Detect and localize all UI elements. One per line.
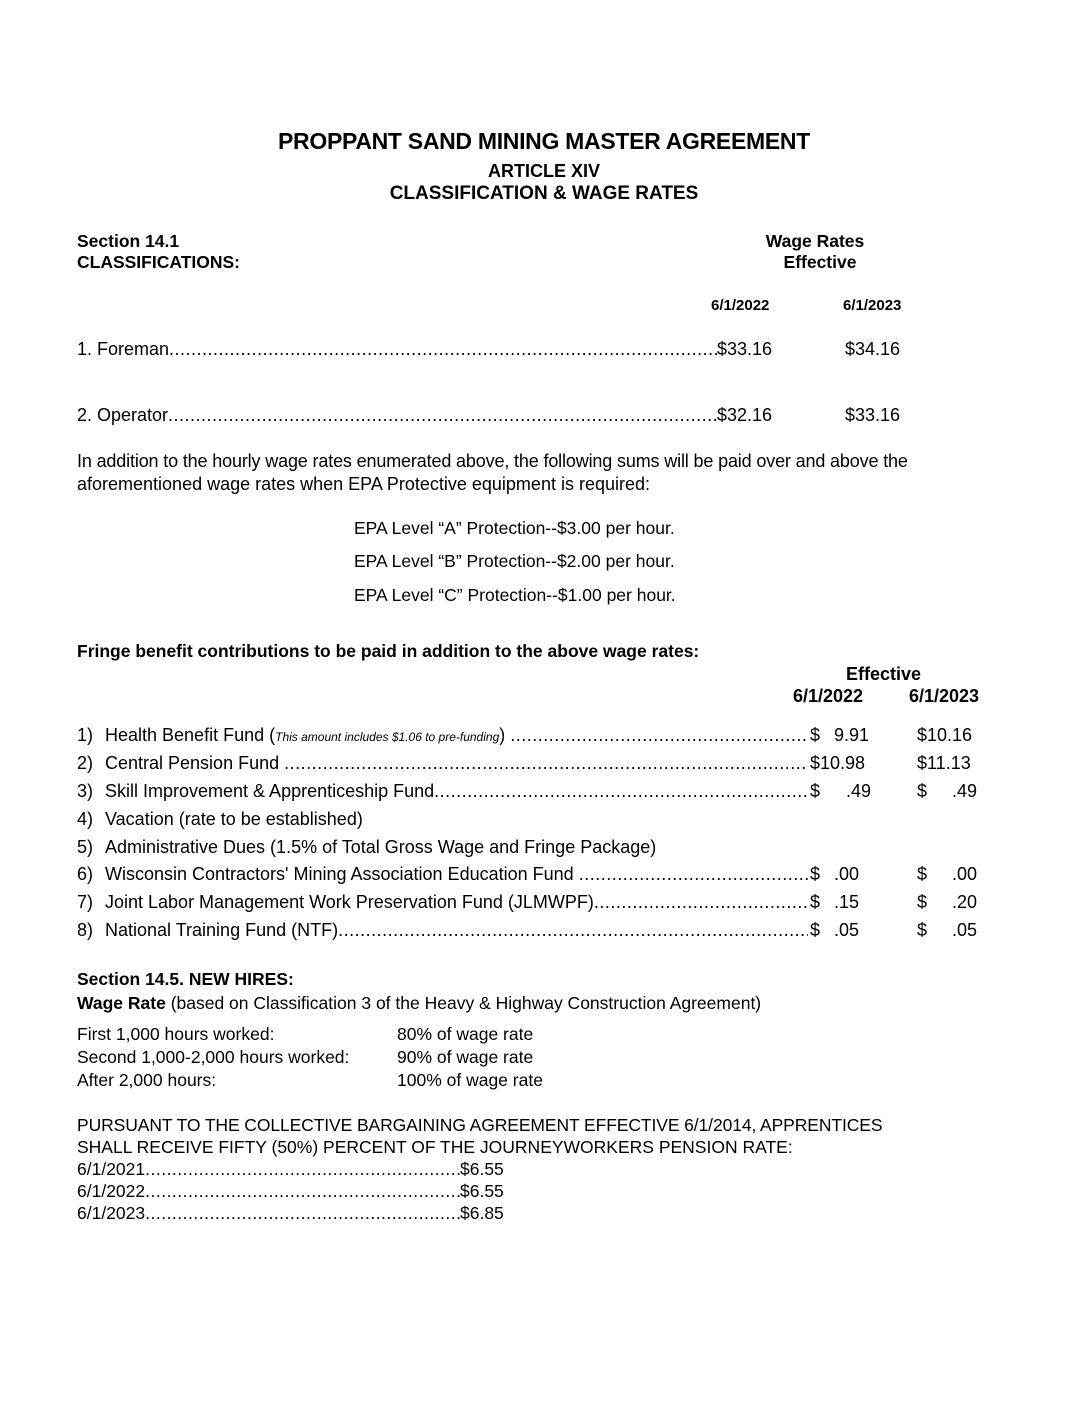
document-title: PROPPANT SAND MINING MASTER AGREEMENT xyxy=(278,128,810,154)
fringe-row-number: 8) xyxy=(77,920,94,940)
foreman-rate-2023: $34.16 xyxy=(845,339,901,359)
new-hire-tier-value: 90% of wage rate xyxy=(397,1047,534,1067)
fringe-value-2023: .05 xyxy=(952,920,978,940)
fringe-row-label: Central Pension Fund xyxy=(105,753,280,773)
fringe-row-label: Administrative Dues (1.5% of Total Gross Wage and Fringe Package) xyxy=(105,837,657,857)
wage-rate-label: Wage Rate xyxy=(77,993,166,1013)
fringe-row-label-end: ) xyxy=(499,725,506,745)
fringe-row-label: Health Benefit Fund ( xyxy=(105,725,276,745)
apprentice-rate-value: $6.55 xyxy=(460,1159,504,1179)
fringe-row-number: 1) xyxy=(77,725,94,745)
fringe-row-note: This amount includes $1.06 to pre-funding xyxy=(275,730,500,744)
new-hires-heading: Section 14.5. NEW HIRES: xyxy=(77,969,294,989)
fringe-date-col-2023: 6/1/2023 xyxy=(909,686,980,706)
fringe-date-col-2022: 6/1/2022 xyxy=(793,686,864,706)
fringe-currency-2022: $ xyxy=(810,892,821,912)
apprentice-notice-line-1: PURSUANT TO THE COLLECTIVE BARGAINING AGREEMENT EFFECTIVE 6/1/2014, APPRENTICES xyxy=(77,1115,883,1135)
fringe-row-label: Wisconsin Contractors' Mining Association Education Fund xyxy=(105,864,574,884)
apprentice-rate-date: 6/1/2021 xyxy=(77,1159,146,1179)
apprentice-rate-date: 6/1/2022 xyxy=(77,1181,146,1201)
fringe-value-2022: $10.98 xyxy=(810,753,866,773)
new-hire-tier-label: Second 1,000-2,000 hours worked: xyxy=(77,1047,350,1067)
fringe-row xyxy=(105,725,808,746)
new-hire-tier-value: 100% of wage rate xyxy=(397,1070,543,1090)
apprentice-notice-line-2: SHALL RECEIVE FIFTY (50%) PERCENT OF THE JOURNEYWORKERS PENSION RATE: xyxy=(77,1137,793,1157)
apprentice-rate-row xyxy=(77,1181,460,1202)
fringe-row-number: 3) xyxy=(77,781,94,801)
apprentice-rate-value: $6.85 xyxy=(460,1203,504,1223)
fringe-value-2023: .00 xyxy=(952,864,978,884)
wage-effective-label: Effective xyxy=(783,252,857,272)
apprentice-rate-row xyxy=(77,1159,460,1180)
apprentice-rate-value: $6.55 xyxy=(460,1181,504,1201)
dot-leader xyxy=(338,920,808,941)
new-hire-tier-label: After 2,000 hours: xyxy=(77,1070,217,1090)
fringe-row-number: 2) xyxy=(77,753,94,773)
operator-rate-2023: $33.16 xyxy=(845,405,901,425)
epa-level-c: EPA Level “C” Protection--$1.00 per hour. xyxy=(354,585,676,605)
dot-leader xyxy=(510,725,808,746)
fringe-value-2023: $11.13 xyxy=(917,753,971,773)
wage-date-col-2022: 6/1/2022 xyxy=(711,297,770,314)
dot-leader xyxy=(434,781,808,802)
classification-row xyxy=(77,405,717,426)
fringe-row xyxy=(105,864,808,885)
fringe-row-number: 4) xyxy=(77,809,94,829)
fringe-row-label: Joint Labor Management Work Preservation Fund (JLMWPF) xyxy=(105,892,594,912)
dot-leader xyxy=(145,1159,460,1180)
article-subtitle: CLASSIFICATION & WAGE RATES xyxy=(389,183,699,204)
fringe-value-2023: $10.16 xyxy=(917,725,973,745)
fringe-value-2023: .20 xyxy=(952,892,978,912)
fringe-row-number: 7) xyxy=(77,892,94,912)
fringe-currency-2022: $ xyxy=(810,920,821,940)
dot-leader xyxy=(284,753,808,774)
dot-leader xyxy=(145,1181,460,1202)
wage-rate-description: (based on Classification 3 of the Heavy & Highway Construction Agreement) xyxy=(165,993,762,1013)
article-number: ARTICLE XIV xyxy=(487,161,600,181)
fringe-row-number: 5) xyxy=(77,837,94,857)
fringe-row xyxy=(105,753,808,774)
fringe-currency-2023: $ xyxy=(917,892,928,912)
fringe-currency-2023: $ xyxy=(917,864,928,884)
wage-date-col-2023: 6/1/2023 xyxy=(843,297,902,314)
classification-name: 1. Foreman xyxy=(77,339,170,359)
new-hire-tier-value: 80% of wage rate xyxy=(397,1024,534,1044)
epa-level-b: EPA Level “B” Protection--$2.00 per hour. xyxy=(354,551,675,571)
fringe-row xyxy=(105,920,808,941)
fringe-currency-2022: $ xyxy=(810,725,821,745)
dot-leader xyxy=(594,892,808,913)
foreman-rate-2022: $33.16 xyxy=(717,339,773,359)
fringe-value-2022: .49 xyxy=(846,781,872,801)
wage-rates-label: Wage Rates xyxy=(765,231,865,251)
fringe-currency-2022: $ xyxy=(810,864,821,884)
fringe-effective-label: Effective xyxy=(846,664,922,684)
fringe-value-2022: .05 xyxy=(834,920,860,940)
fringe-row-number: 6) xyxy=(77,864,94,884)
dot-leader xyxy=(145,1203,460,1224)
classifications-label: CLASSIFICATIONS: xyxy=(77,252,241,272)
fringe-row-label: Skill Improvement & Apprenticeship Fund xyxy=(105,781,435,801)
fringe-row xyxy=(105,781,808,802)
classification-name: 2. Operator xyxy=(77,405,169,425)
epa-level-a: EPA Level “A” Protection--$3.00 per hour. xyxy=(354,518,675,538)
dot-leader xyxy=(579,864,808,885)
fringe-currency-2023: $ xyxy=(917,920,928,940)
new-hire-tier-label: First 1,000 hours worked: xyxy=(77,1024,275,1044)
fringe-row-label: Vacation (rate to be established) xyxy=(105,809,363,829)
epa-intro-line-1: In addition to the hourly wage rates enumerated above, the following sums will be paid over and above the xyxy=(77,451,908,471)
new-hires-wage-rate xyxy=(77,993,761,1014)
classification-row xyxy=(77,339,717,360)
fringe-row-label: National Training Fund (NTF) xyxy=(105,920,339,940)
operator-rate-2022: $32.16 xyxy=(717,405,773,425)
epa-intro-line-2: aforementioned wage rates when EPA Protective equipment is required: xyxy=(77,474,650,494)
fringe-value-2023: .49 xyxy=(952,781,978,801)
apprentice-rate-date: 6/1/2023 xyxy=(77,1203,146,1223)
fringe-value-2022: 9.91 xyxy=(834,725,870,745)
fringe-row xyxy=(105,892,808,913)
apprentice-rate-row xyxy=(77,1203,460,1224)
dot-leader xyxy=(169,339,717,360)
fringe-value-2022: .00 xyxy=(834,864,860,884)
fringe-heading: Fringe benefit contributions to be paid in addition to the above wage rates: xyxy=(77,641,700,661)
fringe-value-2022: .15 xyxy=(834,892,860,912)
fringe-currency-2023: $ xyxy=(917,781,928,801)
dot-leader xyxy=(168,405,717,426)
section-label: Section 14.1 xyxy=(77,231,180,251)
fringe-currency-2022: $ xyxy=(810,781,821,801)
